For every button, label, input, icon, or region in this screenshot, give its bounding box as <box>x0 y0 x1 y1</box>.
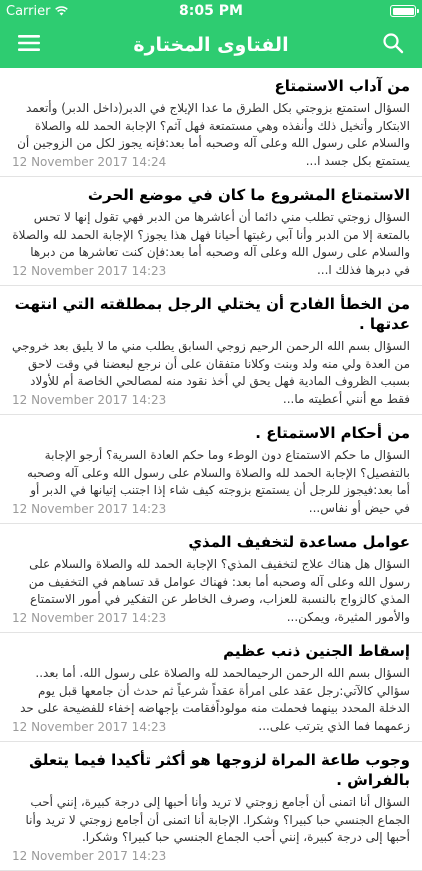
item-title: من الخطأ الفادح أن يختلي الرجل بمطلقته التي انتهت عدتها . <box>14 295 410 333</box>
list-item[interactable] <box>0 524 422 633</box>
item-date: 12 November 2017 14:23 <box>12 393 167 407</box>
list-item[interactable] <box>0 177 422 286</box>
status-bar <box>0 0 422 22</box>
menu-icon <box>17 33 41 57</box>
item-date: 12 November 2017 14:23 <box>12 611 167 625</box>
item-excerpt: السؤال استمتع بزوجتي بكل الطرق ما عدا الإيلاج في الدبر(داخل الدبر) وأتعمد الابتكار وأتخيل ذلك وأنفذه وهي مستمتعة فهل آثم؟ الإجابة الحمد لله والصلاة والسلام على رسول الله وعلى آله وصحبه أما بعد:فإنه يجوز لكل من الزوجين أن يستمتع بكل جسد ا... <box>17 101 410 168</box>
list-item[interactable] <box>0 415 422 524</box>
item-excerpt: السؤال بسم الله الرحمن الرحيمالحمد لله والصلاة على رسول الله. أما بعد.. سؤالي كالآتي:رجل عقد على امرأة عقداً شرعياً ثم حدث أن جامعها قبل يوم الدخلة المحدد بينهما فحملت منه مولوداًفقامت بإجهاضه إخفاء للفضيحة على حد زعمهما فما الذي يترتب على... <box>20 666 410 733</box>
menu-button[interactable] <box>14 30 44 60</box>
item-title: من آداب الاستمتاع <box>274 77 410 95</box>
item-excerpt: السؤال ما حكم الاستمتاع دون الوطء وما حكم العادة السرية؟ أرجو الإجابة بالتفصيل؟ الإجابة الحمد لله والصلاة والسلام على رسول الله وعلى آله وصحبه أما بعد:فيجوز للرجل أن يستمتع بزوجته كيف شاء إذا اجتنب إتيانها في الدبر أو في حيض أو نفاس... <box>26 448 410 515</box>
item-date: 12 November 2017 14:23 <box>12 849 167 863</box>
item-title: إسقاط الجنين ذنب عظيم <box>223 642 410 660</box>
item-title: عوامل مساعدة لتخفيف المذي <box>188 533 410 551</box>
item-excerpt: السؤال زوجتي تطلب مني دائما أن أعاشرها من الدبر فهي تقول إنها لا تحس بالمتعة إلا من الدبر وأنا آبي رغبتها أحيانا فهل هذا يجوز؟ الإجابة الحمد لله والصلاة والسلام على رسول الله وعلى آله وصحبه أما بعد:فإن كنت تعاشرها من دبرها في دبرها فذلك ا... <box>12 210 410 277</box>
fatwa-list[interactable] <box>0 68 422 863</box>
wifi-icon <box>55 6 68 16</box>
search-button[interactable] <box>378 30 408 60</box>
list-item[interactable] <box>0 286 422 415</box>
list-item[interactable] <box>0 742 422 871</box>
item-date: 12 November 2017 14:24 <box>12 155 167 169</box>
item-date: 12 November 2017 14:23 <box>12 502 167 516</box>
item-date: 12 November 2017 14:23 <box>12 720 167 734</box>
item-excerpt: السؤال بسم الله الرحمن الرحيم زوجي السابق يطلب مني ما لا يليق بعد خروجي من العدة ولي منه ولد وبنت وكلانا متفقان على أن نرجع لبعضنا في وقت لاحق بسبب الظروف المادية فهل يحق لي أخذ نقود منه لمصالحي الخاصة أم للأولاد فقط مع أنني أعطيته ما... <box>12 339 410 406</box>
list-item[interactable] <box>0 68 422 177</box>
battery-icon <box>390 5 416 17</box>
search-icon <box>382 32 404 58</box>
item-title: الاستمتاع المشروع ما كان في موضع الحرث <box>87 186 410 204</box>
page-title: الفتاوى المختارة <box>133 34 289 56</box>
item-title: وجوب طاعة المراة لزوجها هو أكثر تأكيدا فيما يتعلق بالفراش . <box>29 751 410 789</box>
nav-bar <box>0 22 422 68</box>
status-time: 8:05 PM <box>179 3 243 19</box>
carrier-label: Carrier <box>6 3 51 19</box>
item-excerpt: السؤال أنا اتمنى أن أجامع زوجتي لا تريد وأنا أحبها إلى درجة كبيرة، إنني أحب الجماع الجنسي حبا كبيرا؟ وشكرا. الإجابة أنا اتمنى أن أجامع زوجتي لا تريد وأنا أحبها إلى درجة كبيرة، إنني أحب الجماع الجنسي حبا كبيرا؟ وشكرا. <box>25 795 410 844</box>
item-excerpt: السؤال هل هناك علاج لتخفيف المذي؟ الإجابة الحمد لله والصلاة والسلام على رسول الله وعلى آله وصحبه أما بعد: فهناك عوامل قد تساهم في التخفيف من المذي كالزواج بالنسبة للعزاب، وصرف الخاطر عن التفكير في أمور الاستمتاع والأمور المثيرة، ويمكن... <box>28 557 410 624</box>
item-title: من أحكام الاستمتاع . <box>255 424 410 442</box>
item-date: 12 November 2017 14:23 <box>12 264 167 278</box>
list-item[interactable] <box>0 633 422 742</box>
status-left <box>6 4 68 19</box>
